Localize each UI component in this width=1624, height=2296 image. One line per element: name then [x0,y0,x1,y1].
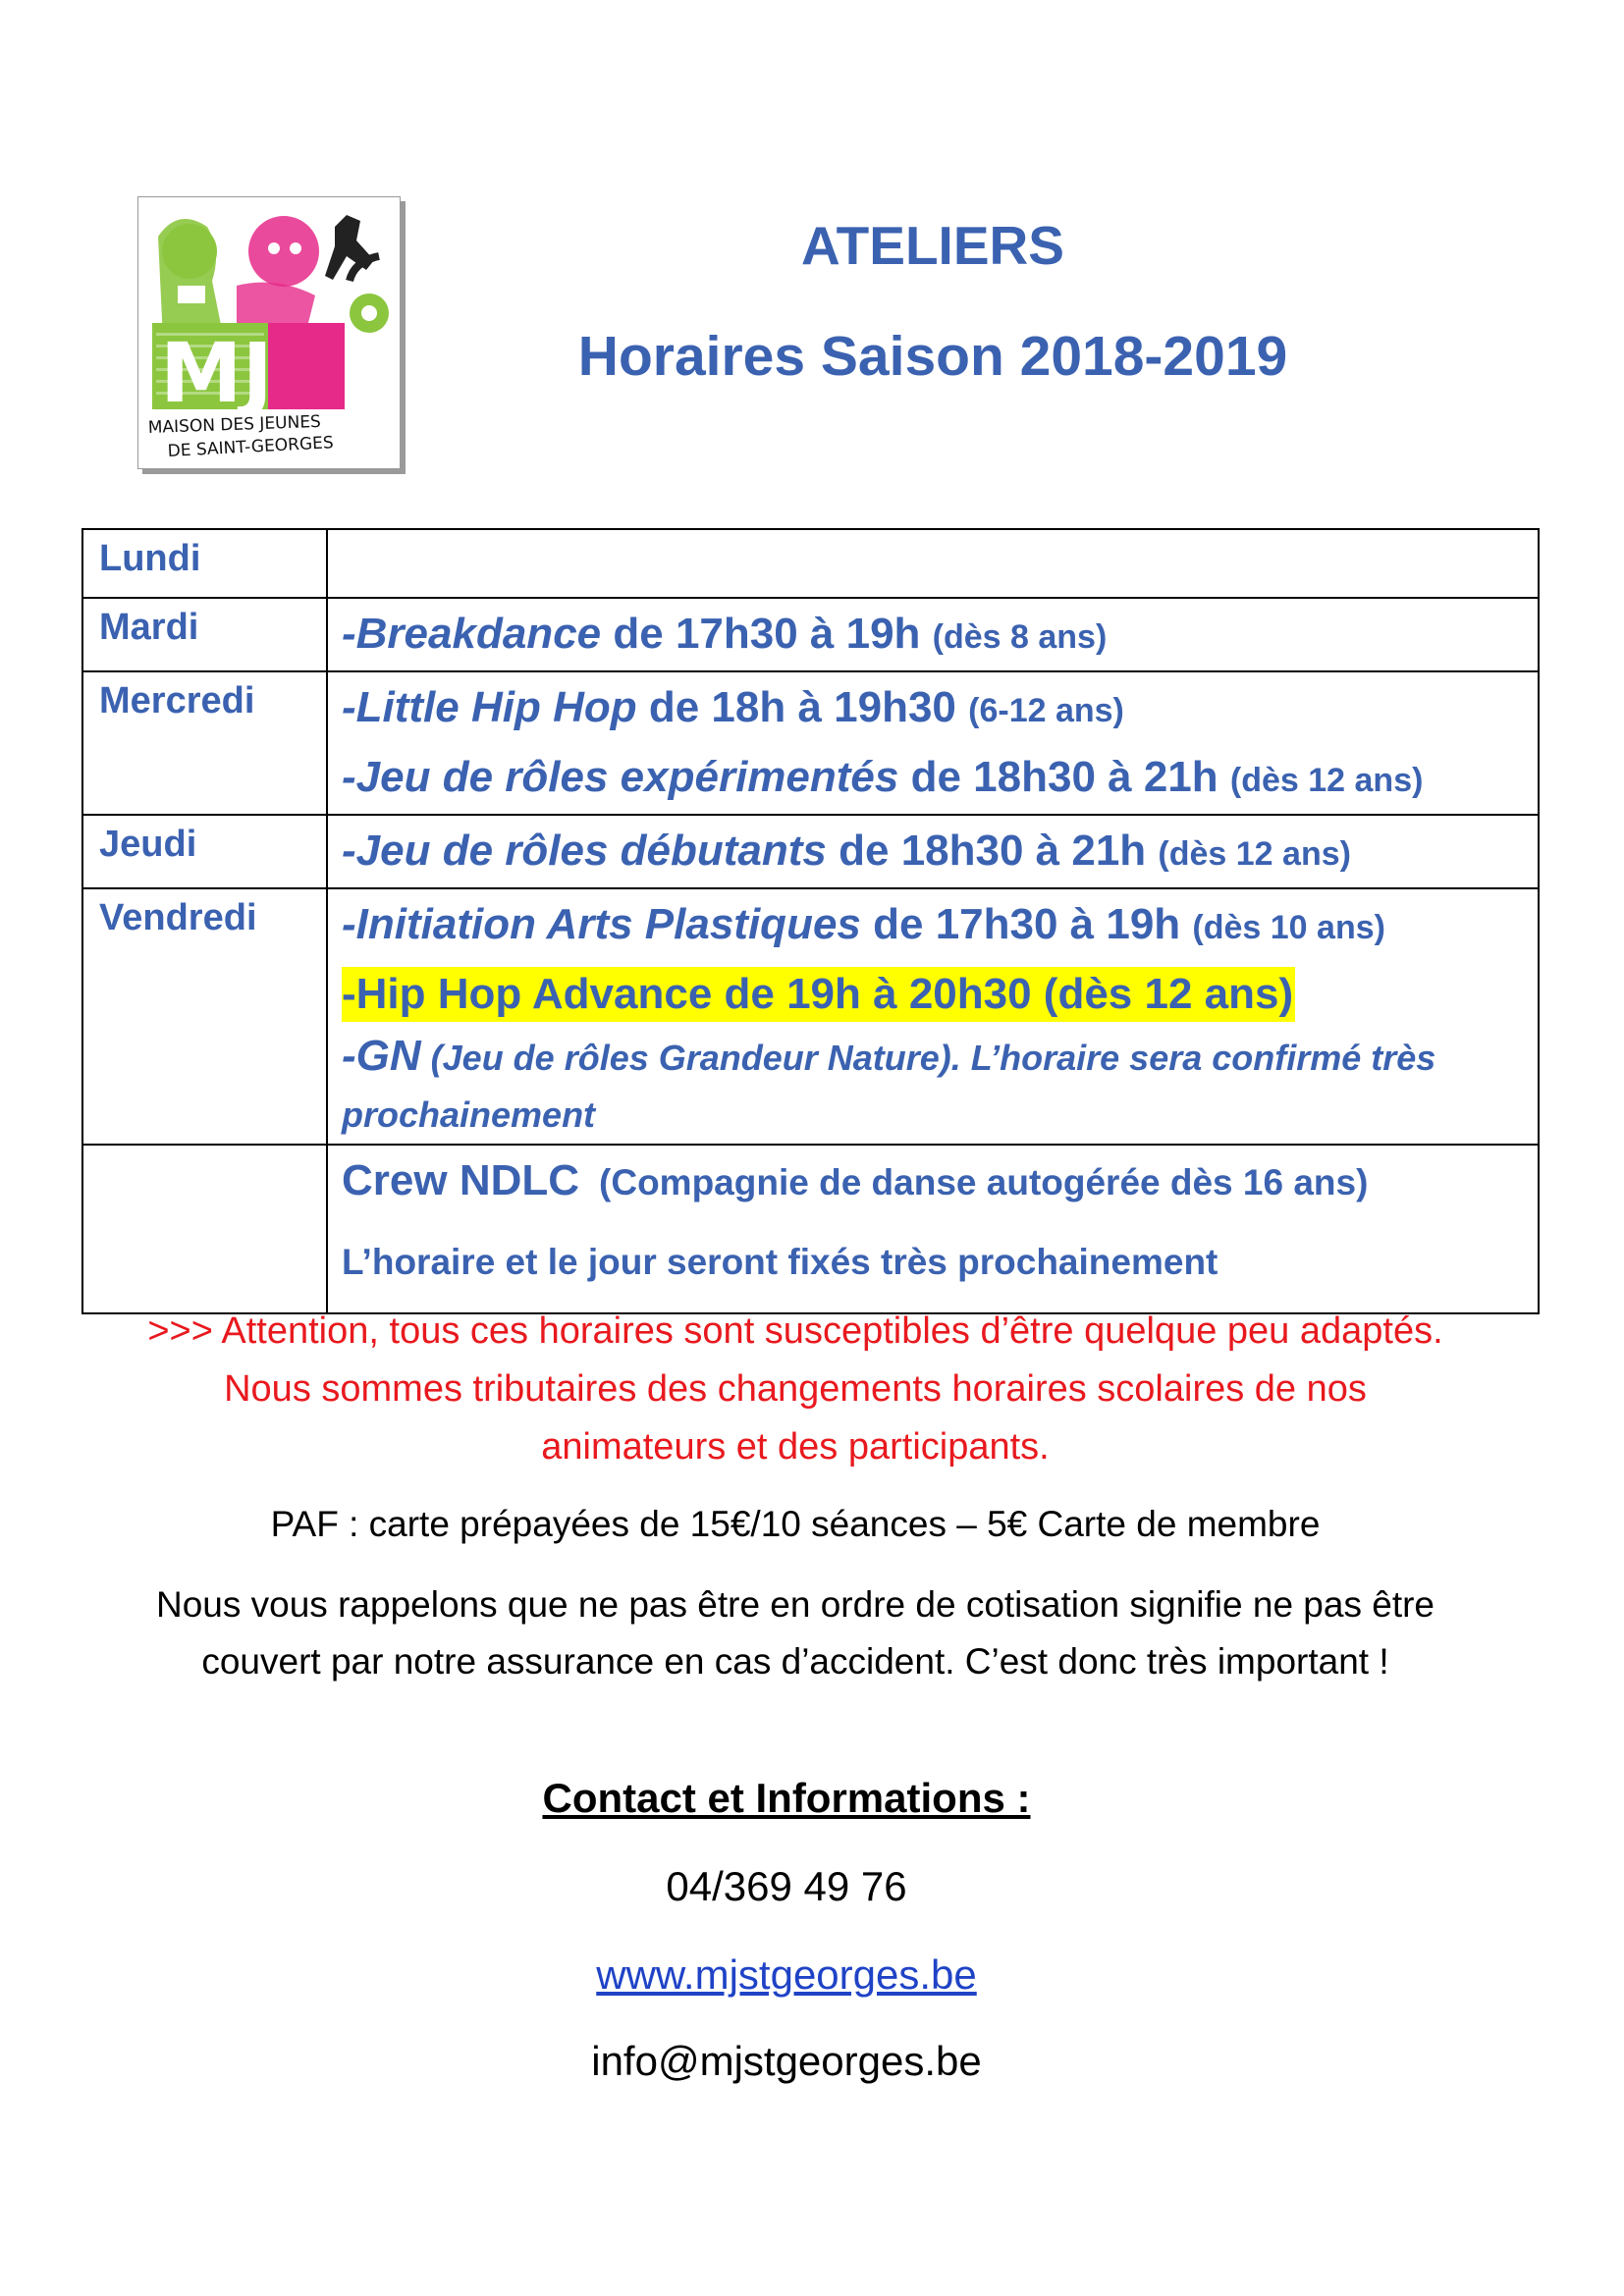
activity-line [342,891,1528,961]
activity-age: (dès 12 ans) [1158,835,1351,873]
day-cell: Jeudi [82,815,327,888]
page-title: ATELIERS [801,215,1064,276]
logo-letters: MJ [160,325,273,421]
activity-cell [327,598,1539,671]
crew-line [342,1148,1528,1216]
activity-name: -Little Hip Hop [342,683,637,731]
crew-description: (Compagnie de danse autogérée dès 16 ans) [599,1162,1369,1202]
contact-heading: Contact et Informations : [542,1775,1031,1821]
activity-age: (dès 12 ans) [1229,762,1424,799]
activity-cell [327,529,1539,598]
logo-caption-line1: MAISON DES JEUNES [147,411,322,438]
table-row [82,671,1539,815]
activity-note: (Jeu de rôles Grandeur Nature). L’horaire sera confirmé très prochainement [342,1038,1436,1135]
table-row [82,815,1539,888]
mj-logo [137,196,401,469]
paf-text: PAF : carte prépayées de 15€/10 séances – 5€ Carte de membre [270,1504,1321,1544]
contact-phone: 04/369 49 76 [666,1863,907,1909]
logo-caption-line2: DE SAINT-GEORGES [167,433,335,461]
day-cell [82,1145,327,1313]
page-subtitle: Horaires Saison 2018-2019 [577,325,1288,388]
crew-note: L’horaire et le jour seront fixés très prochainement [342,1242,1218,1282]
gn-activity [342,1028,1528,1144]
activity-cell [327,888,1539,1145]
activity-line [342,601,1528,670]
table-row [82,888,1539,1145]
activity-age: (6-12 ans) [968,692,1124,729]
reminder-text: Nous vous rappelons que ne pas être en ordre de cotisation signifie ne pas être couvert par notre assurance en cas d’accident. C’est donc très important ! [156,1584,1435,1682]
activity-age: (dès 10 ans) [1192,909,1385,946]
activity-line [342,674,1528,744]
activity-name: -GN [342,1032,421,1080]
day-cell: Mercredi [82,671,327,815]
schedule-table [81,528,1540,1314]
day-cell: Vendredi [82,888,327,1145]
activity-name: -Initiation Arts Plastiques [342,900,861,948]
activity-name: -Jeu de rôles débutants [342,827,827,875]
highlighted-activity: -Hip Hop Advance de 19h à 20h30 (dès 12 ans) [342,967,1295,1022]
warning-text: >>> Attention, tous ces horaires sont susceptibles d’être quelque peu adaptés. Nous sommes tributaires des changements horaires scolaires de nos animateurs et des participants. [147,1310,1443,1468]
table-row [82,529,1539,598]
activity-cell [327,815,1539,888]
contact-email: info@mjstgeorges.be [591,2038,982,2084]
crew-name: Crew NDLC [342,1156,580,1204]
activity-cell [327,671,1539,815]
activity-line [342,744,1528,814]
activity-time: de 17h30 à 19h [860,900,1193,948]
activity-line [342,961,1528,1028]
activity-name: -Breakdance [342,610,602,658]
table-row [82,598,1539,671]
day-cell: Lundi [82,529,327,598]
day-cell: Mardi [82,598,327,671]
activity-time: de 18h à 19h30 [636,683,969,731]
website-link[interactable]: www.mjstgeorges.be [596,1951,977,1998]
activity-name: -Jeu de rôles expérimentés [342,753,899,801]
table-row [82,1145,1539,1313]
activity-time: de 17h30 à 19h [601,610,933,658]
activity-cell [327,1145,1539,1313]
activity-time: de 18h30 à 21h [826,827,1159,875]
activity-line [342,818,1528,887]
activity-age: (dès 8 ans) [932,618,1108,656]
activity-time: de 18h30 à 21h [898,753,1230,801]
